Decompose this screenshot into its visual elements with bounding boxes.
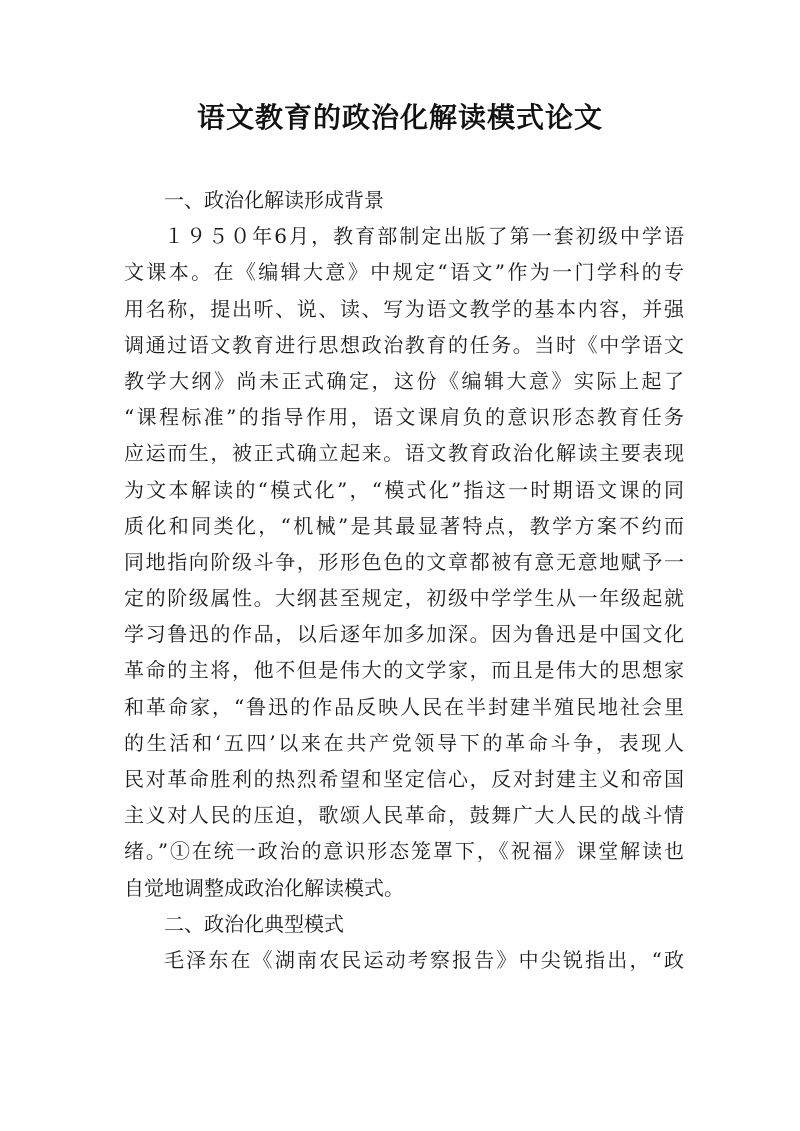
body-line: 毛泽东在《湖南农民运动考察报告》中尖锐指出，“政 [164,947,684,972]
body-line: 革命的主将，他不但是伟大的文学家，而且是伟大的思想家 [124,658,684,683]
body-line: 调通过语文教育进行思想政治教育的任务。当时《中学语文 [124,332,684,357]
body-line: 的生活和‘五四’以来在共产党领导下的革命斗争，表现人 [124,730,684,755]
body-line: 应运而生，被正式确立起来。语文教育政治化解读主要表现 [124,441,684,466]
body-line: １９５０年6月，教育部制定出版了第一套初级中学语 [164,224,684,249]
body-line: 二、政治化典型模式 [164,911,344,936]
body-line: 民对革命胜利的热烈希望和坚定信心，反对封建主义和帝国 [124,767,684,791]
body-line: 和革命家，“鲁迅的作品反映人民在半封建半殖民地社会里 [124,694,684,719]
body-line: 自觉地调整成政治化解读模式。 [124,875,404,900]
body-line: “课程标准”的指导作用，语文课肩负的意识形态教育任务 [124,405,684,430]
body-line: 用名称，提出听、说、读、写为语文教学的基本内容，并强 [124,296,684,321]
body-line: 质化和同类化，“机械”是其最显著特点，教学方案不约而 [124,513,684,538]
body-line: 同地指向阶级斗争，形形色色的文章都被有意无意地赋予一 [124,549,684,574]
document-body [124,182,684,978]
body-line: 主义对人民的压迫，歌颂人民革命，鼓舞广大人民的战斗情 [124,803,684,828]
body-line: 为文本解读的“模式化”，“模式化”指这一时期语文课的同 [124,477,684,502]
body-line: 学习鲁迅的作品，以后逐年加多加深。因为鲁迅是中国文化 [124,622,684,647]
body-line: 一、政治化解读形成背景 [164,188,384,212]
body-line: 绪。”①在统一政治的意识形态笼罩下，《祝福》课堂解读也 [124,839,684,864]
body-line: 文课本。在《编辑大意》中规定“语文”作为一门学科的专 [124,260,684,285]
document-title: 语文教育的政治化解读模式论文 [196,101,603,134]
body-line: 教学大纲》尚未正式确定，这份《编辑大意》实际上起了 [124,368,684,393]
body-line: 定的阶级属性。大纲甚至规定，初级中学学生从一年级起就 [124,586,684,611]
